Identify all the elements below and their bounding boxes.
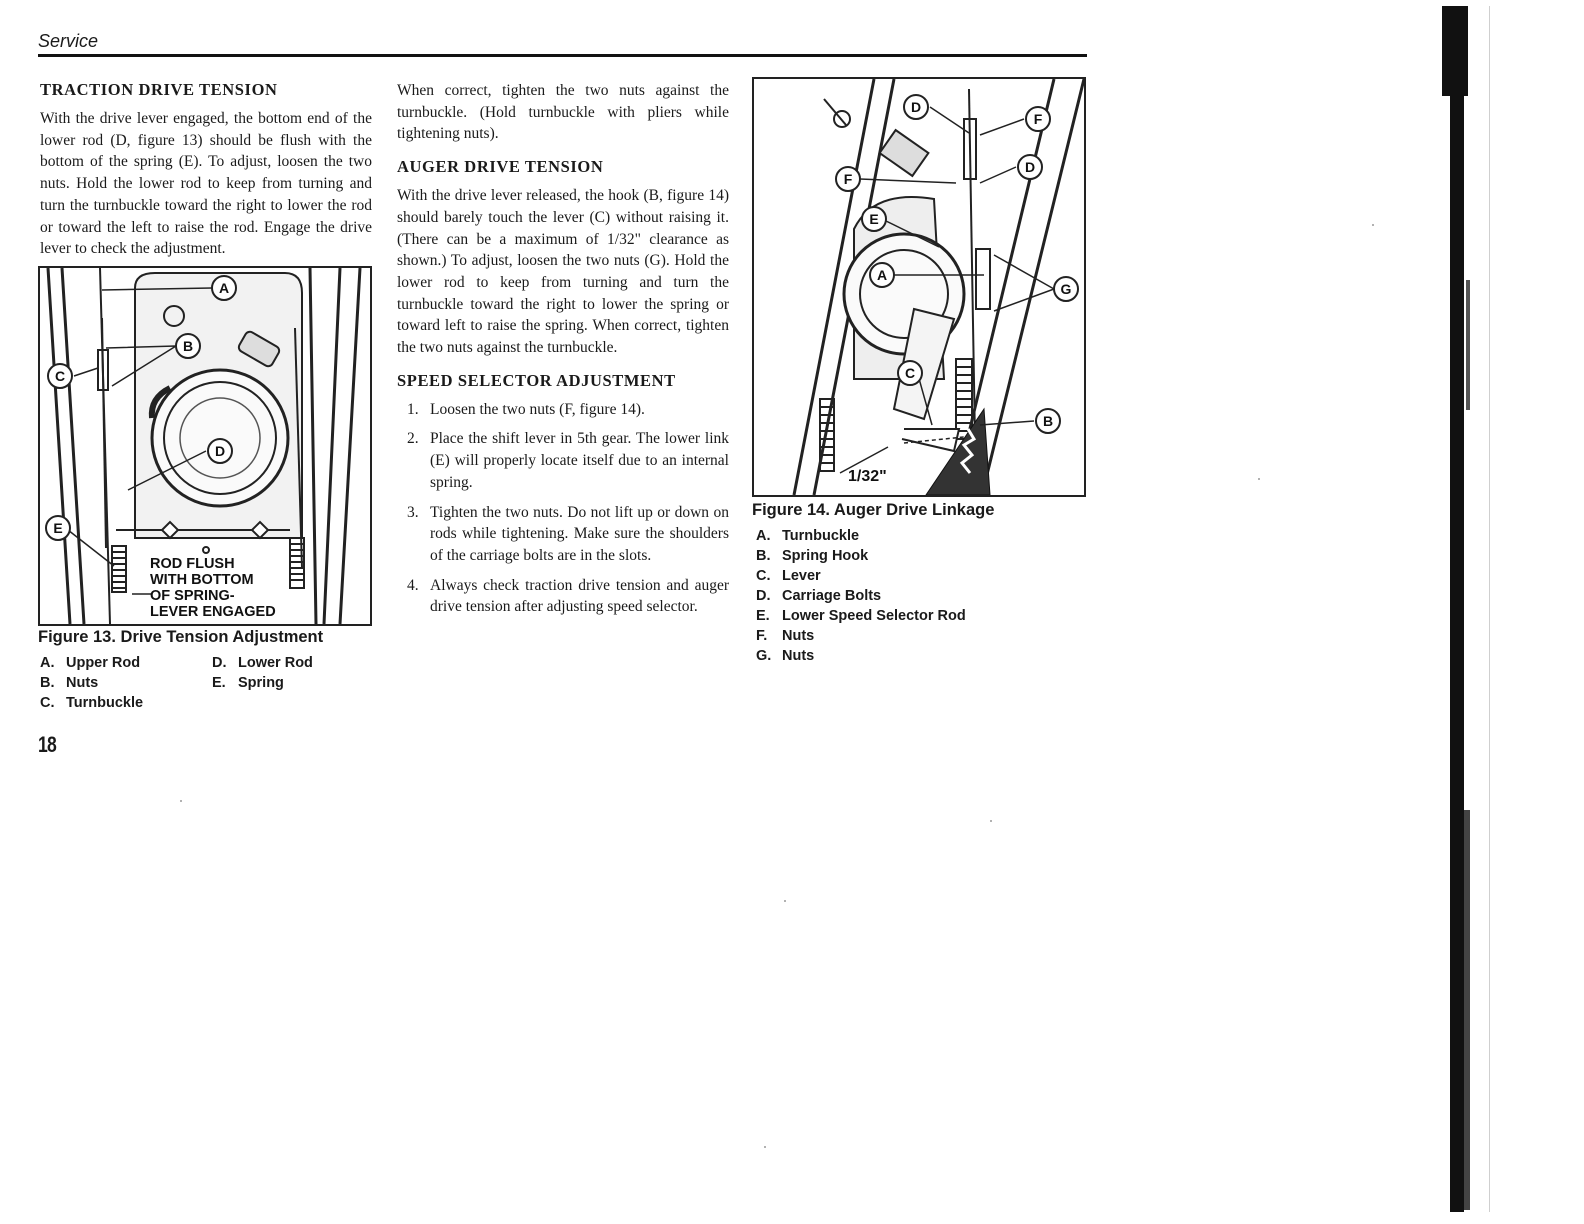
figure-14-legend <box>756 526 1086 666</box>
fig13-note-line4: LEVER ENGAGED <box>150 603 276 620</box>
fig13-callout-a: A <box>218 279 230 296</box>
legend-item: G. Nuts <box>756 648 815 664</box>
fig14-callout-f-left: F <box>843 171 853 187</box>
traction-continued: When correct, tighten the two nuts against the turnbuckle. (Hold turnbuckle with pliers while tightening nuts). <box>397 82 729 143</box>
speed-steps <box>397 399 729 618</box>
traction-body: With the drive lever engaged, the bottom end of the lower rod (D, figure 13) should be flush with the bottom of the spring (E). To adjust, loosen the two nuts. Hold the lower rod to keep from turning and turn the turnbuckle toward the right to lower the rod or toward the left to raise the rod. Engage the drive lever to check the adjustment. <box>40 110 372 258</box>
legend-item: E. Lower Speed Selector Rod <box>756 608 966 624</box>
fig14-callout-d-right: D <box>1024 159 1036 175</box>
step-item: 1. Loosen the two nuts (F, figure 14). <box>407 400 645 418</box>
step-item: 4. Always check traction drive tension and auger drive tension after adjusting speed selector. <box>407 576 729 616</box>
fig14-callout-g: G <box>1060 281 1072 297</box>
speed-heading: SPEED SELECTOR ADJUSTMENT <box>397 370 676 390</box>
figure-13-illustration <box>38 266 372 626</box>
binding-edge <box>1450 6 1464 1212</box>
section-label: Service <box>38 31 99 51</box>
fig13-callout-b: B <box>182 337 194 354</box>
legend-item: C. Lever <box>756 568 821 584</box>
fig14-callout-f-right: F <box>1033 111 1043 127</box>
binding-edge-shade <box>1464 810 1470 1210</box>
legend-item: F. Nuts <box>756 628 815 644</box>
step-item: 3. Tighten the two nuts. Do not lift up or down on rods while tightening. Make sure the shoulders of the carriage bolts are in the slots. <box>407 503 729 564</box>
scan-speck <box>1258 478 1260 480</box>
fig13-callout-c: C <box>54 367 66 384</box>
scan-speck <box>990 820 992 822</box>
fig13-note-line2: WITH BOTTOM <box>150 571 254 588</box>
legend-item: D. Carriage Bolts <box>756 588 882 604</box>
header-rule <box>38 54 1087 57</box>
figure-14-drawing <box>754 79 1084 495</box>
scan-speck <box>784 900 786 902</box>
fig13-callout-d: D <box>214 442 226 459</box>
page-fold-line <box>1489 6 1490 1212</box>
fig14-clearance-label: 1/32" <box>848 468 887 485</box>
legend-item: D. Lower Rod <box>212 654 313 671</box>
fig13-note-line1: ROD FLUSH <box>150 555 235 572</box>
figure-13-legend <box>40 653 372 713</box>
fig14-callout-c: C <box>904 365 916 381</box>
figure-13-caption: Figure 13. Drive Tension Adjustment <box>38 627 324 646</box>
fig13-callout-e: E <box>53 519 63 536</box>
legend-item: E. Spring <box>212 674 284 691</box>
figure-14-caption: Figure 14. Auger Drive Linkage <box>752 501 995 519</box>
legend-item: A. Turnbuckle <box>756 528 860 544</box>
fig14-callout-d-top: D <box>910 99 922 115</box>
legend-item: B. Spring Hook <box>756 548 869 564</box>
scan-speck <box>764 1146 766 1148</box>
figure-13-drawing <box>40 268 370 624</box>
scan-speck <box>180 800 182 802</box>
legend-item: A. Upper Rod <box>40 654 141 671</box>
column-auger-speed <box>397 80 729 626</box>
traction-heading: TRACTION DRIVE TENSION <box>40 80 278 99</box>
step-item: 2. Place the shift lever in 5th gear. The lower link (E) will properly locate itself due to an internal spring. <box>407 430 729 491</box>
fig14-callout-e: E <box>869 211 879 227</box>
auger-body: With the drive lever released, the hook (B, figure 14) should barely touch the lever (C) without raising it. (There can be a maximum of 1/32" clearance as shown.) To adjust, loosen the two nuts (G). Hold the lower rod to keep from turning and turn the turnbuckle toward the right to lower the spring or toward left to raise the spring. When correct, tighten the two nuts against the turnbuckle. <box>397 187 729 357</box>
figure-14-illustration <box>752 77 1086 497</box>
legend-item: C. Turnbuckle <box>40 694 144 711</box>
fig13-note-line3: OF SPRING- <box>150 587 235 604</box>
column-figure-14 <box>752 77 1086 666</box>
column-traction <box>40 80 372 713</box>
fig14-callout-b: B <box>1042 413 1054 429</box>
scan-speck <box>1372 224 1374 226</box>
binding-edge-highlight <box>1466 280 1470 410</box>
fig14-callout-a: A <box>876 267 888 283</box>
page-number: 18 <box>38 732 56 757</box>
legend-item: B. Nuts <box>40 674 99 691</box>
auger-heading: AUGER DRIVE TENSION <box>397 157 604 177</box>
